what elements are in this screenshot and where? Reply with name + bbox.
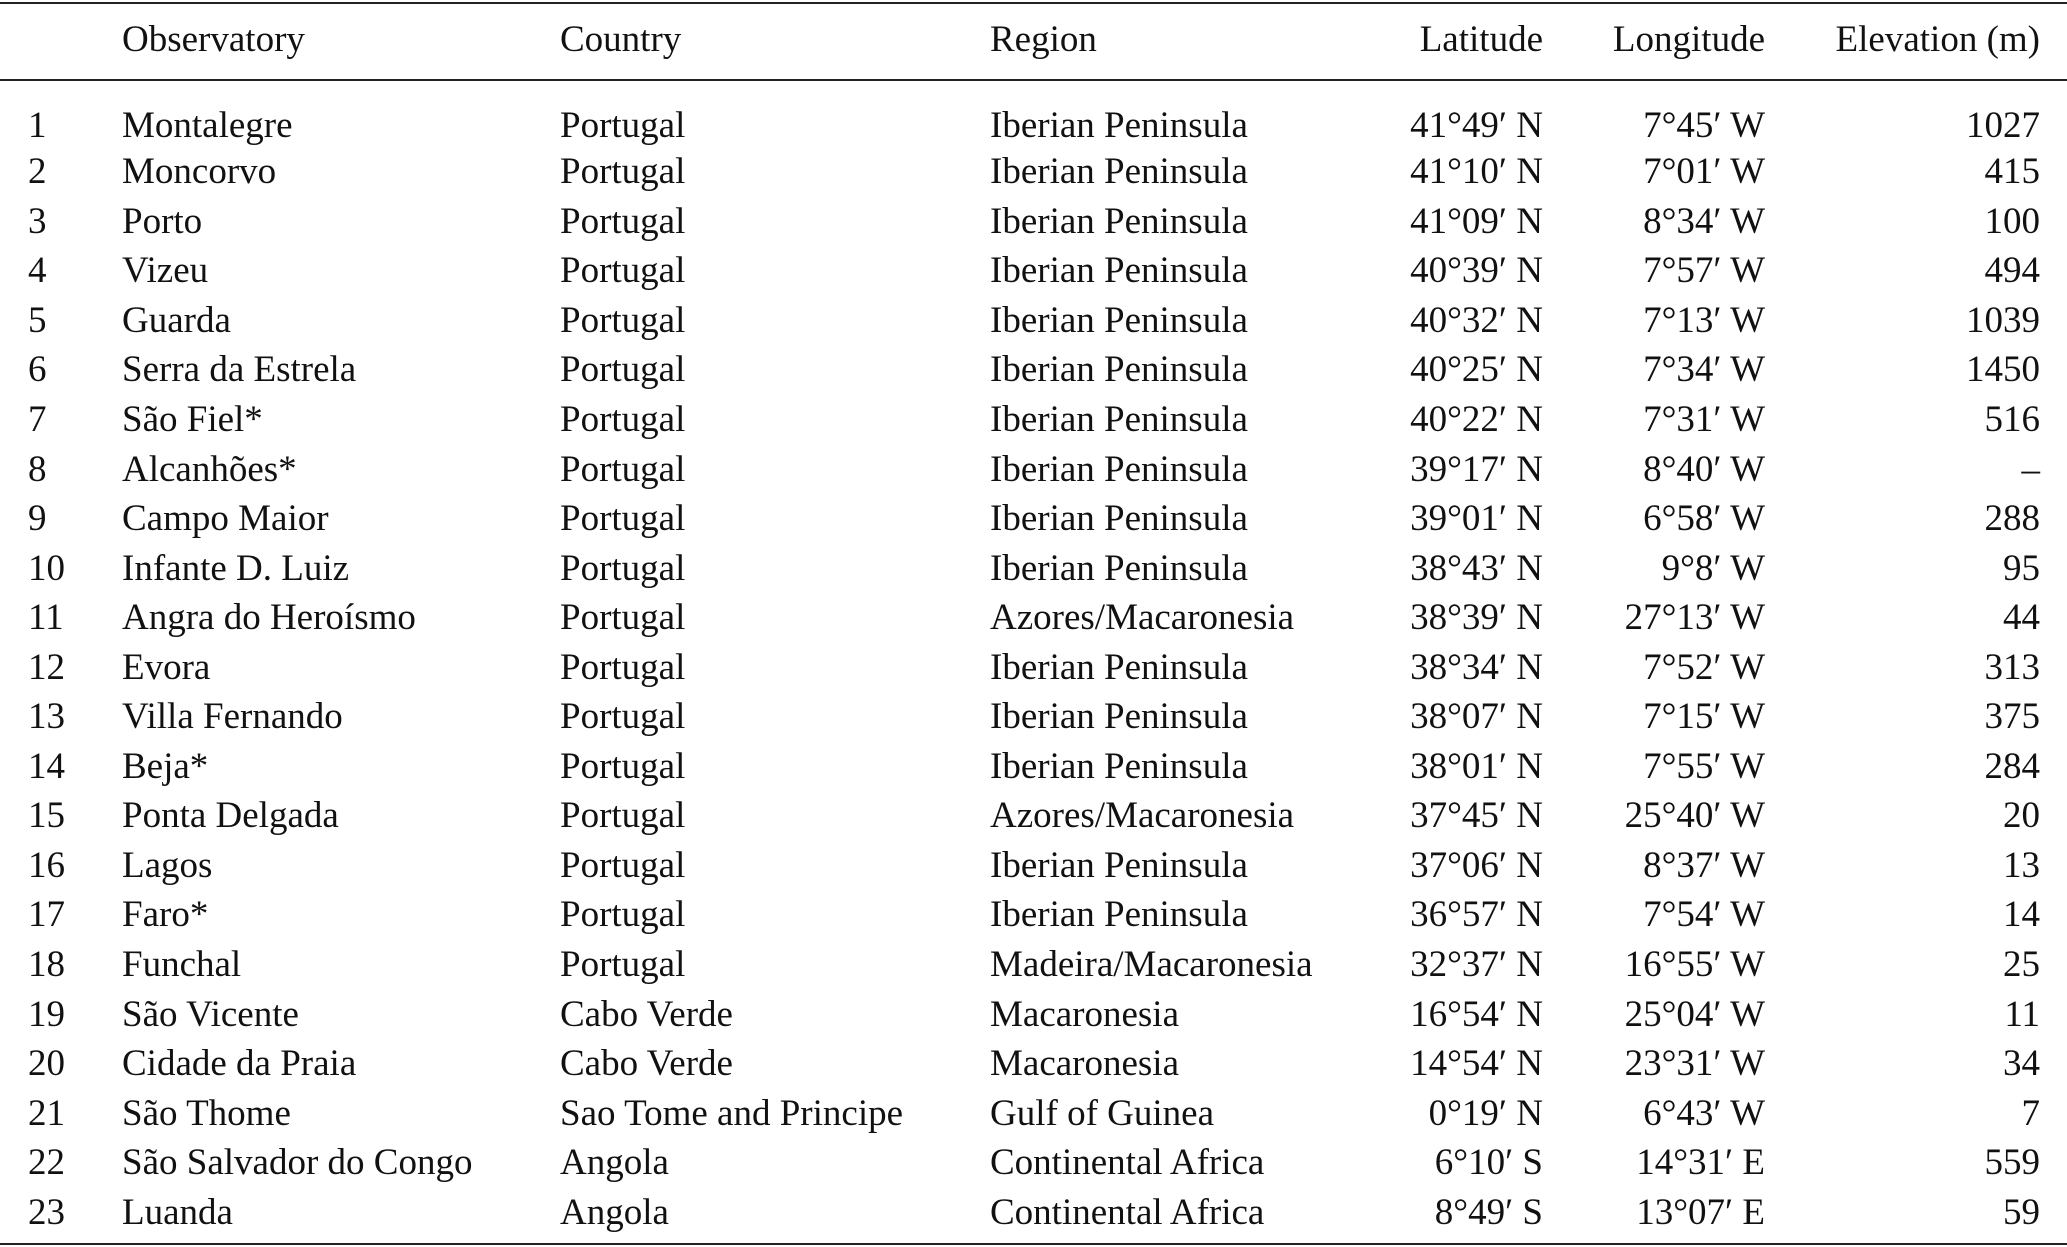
table-row xyxy=(0,345,2067,395)
longitude-cell: 27°13′ W xyxy=(1624,597,1765,639)
header-index xyxy=(0,0,122,78)
latitude-cell: 32°37′ N xyxy=(1410,944,1543,986)
observatory-cell: Guarda xyxy=(122,299,231,341)
header-observatory: Observatory xyxy=(122,18,305,60)
table-row xyxy=(0,543,2067,593)
region-cell: Iberian Peninsula xyxy=(990,894,1248,936)
elevation-cell: – xyxy=(2021,448,2040,490)
country-cell: Portugal xyxy=(560,399,686,440)
elevation-cell: 20 xyxy=(2003,795,2040,837)
observatory-cell: Serra da Estrela xyxy=(122,349,357,391)
region-cell: Azores/Macaronesia xyxy=(990,597,1295,639)
country-cell: Portugal xyxy=(560,250,686,292)
observatory-cell: Beja* xyxy=(122,745,209,787)
row-index: 9 xyxy=(28,498,47,540)
observatory-cell: Campo Maior xyxy=(122,498,329,540)
row-index: 23 xyxy=(28,1191,65,1233)
country-cell: Cabo Verde xyxy=(560,1043,733,1085)
region-cell: Iberian Peninsula xyxy=(990,399,1248,440)
elevation-cell: 494 xyxy=(1984,250,2040,292)
row-index: 12 xyxy=(28,646,65,688)
table-row xyxy=(0,444,2067,494)
elevation-cell: 284 xyxy=(1984,745,2040,787)
country-cell: Portugal xyxy=(560,349,686,391)
row-index: 20 xyxy=(28,1043,65,1085)
latitude-cell: 37°06′ N xyxy=(1410,844,1543,886)
header-latitude: Latitude xyxy=(1419,18,1543,60)
observatory-cell: Porto xyxy=(122,200,203,242)
table-row xyxy=(0,296,2067,346)
country-cell: Angola xyxy=(560,1142,669,1184)
longitude-cell: 14°31′ E xyxy=(1636,1142,1765,1184)
header-country: Country xyxy=(560,18,682,60)
latitude-cell: 37°45′ N xyxy=(1410,795,1543,837)
latitude-cell: 41°10′ N xyxy=(1410,151,1543,193)
longitude-cell: 25°04′ W xyxy=(1624,993,1765,1035)
table-row xyxy=(0,1088,2067,1138)
table-row xyxy=(0,841,2067,891)
longitude-cell: 7°57′ W xyxy=(1643,250,1765,292)
region-cell: Iberian Peninsula xyxy=(990,448,1248,490)
elevation-cell: 44 xyxy=(2003,597,2040,639)
row-index: 5 xyxy=(28,299,47,341)
latitude-cell: 38°39′ N xyxy=(1410,597,1543,639)
latitude-cell: 39°01′ N xyxy=(1410,498,1543,540)
longitude-cell: 7°31′ W xyxy=(1643,399,1765,440)
observatory-cell: Moncorvo xyxy=(122,151,277,193)
table-row xyxy=(0,246,2067,296)
latitude-cell: 41°49′ N xyxy=(1410,105,1543,146)
row-index: 14 xyxy=(28,745,65,787)
elevation-cell: 14 xyxy=(2003,894,2040,936)
table-row xyxy=(0,197,2067,247)
country-cell: Portugal xyxy=(560,448,686,490)
region-cell: Azores/Macaronesia xyxy=(990,795,1295,837)
latitude-cell: 8°49′ S xyxy=(1434,1191,1543,1233)
observatory-cell: São Fiel* xyxy=(122,399,263,440)
country-cell: Portugal xyxy=(560,547,686,589)
region-cell: Iberian Peninsula xyxy=(990,745,1248,787)
country-cell: Portugal xyxy=(560,105,686,146)
region-cell: Iberian Peninsula xyxy=(990,105,1248,146)
region-cell: Iberian Peninsula xyxy=(990,151,1248,193)
row-index: 3 xyxy=(28,200,47,242)
longitude-cell: 7°45′ W xyxy=(1643,105,1765,146)
longitude-cell: 8°37′ W xyxy=(1643,844,1765,886)
observatory-cell: Villa Fernando xyxy=(122,696,343,738)
observatory-cell: Vizeu xyxy=(122,250,209,292)
region-cell: Macaronesia xyxy=(990,993,1180,1035)
country-cell: Portugal xyxy=(560,844,686,886)
observatory-cell: São Vicente xyxy=(122,993,299,1035)
elevation-cell: 11 xyxy=(2004,993,2040,1035)
table-row xyxy=(0,989,2067,1039)
table-row xyxy=(0,692,2067,742)
row-index: 18 xyxy=(28,944,65,986)
observatory-cell: Faro* xyxy=(122,894,209,936)
longitude-cell: 7°54′ W xyxy=(1643,894,1765,936)
row-index: 15 xyxy=(28,795,65,837)
country-cell: Portugal xyxy=(560,597,686,639)
country-cell: Cabo Verde xyxy=(560,993,733,1035)
elevation-cell: 559 xyxy=(1984,1142,2040,1184)
row-index: 13 xyxy=(28,696,65,738)
longitude-cell: 7°52′ W xyxy=(1643,646,1765,688)
table-row xyxy=(0,78,2067,147)
table-row xyxy=(0,1039,2067,1089)
region-cell: Iberian Peninsula xyxy=(990,498,1248,540)
table-body xyxy=(0,78,2067,1237)
latitude-cell: 41°09′ N xyxy=(1410,200,1543,242)
country-cell: Sao Tome and Principe xyxy=(560,1092,904,1134)
country-cell: Portugal xyxy=(560,151,686,193)
longitude-cell: 7°34′ W xyxy=(1643,349,1765,391)
latitude-cell: 36°57′ N xyxy=(1410,894,1543,936)
longitude-cell: 9°8′ W xyxy=(1661,547,1765,589)
elevation-cell: 288 xyxy=(1984,498,2040,540)
longitude-cell: 8°34′ W xyxy=(1643,200,1765,242)
observatory-cell: Evora xyxy=(122,646,211,688)
country-cell: Portugal xyxy=(560,299,686,341)
region-cell: Continental Africa xyxy=(990,1142,1265,1184)
row-index: 11 xyxy=(28,597,64,639)
latitude-cell: 38°01′ N xyxy=(1410,745,1543,787)
elevation-cell: 1450 xyxy=(1966,349,2040,391)
region-cell: Macaronesia xyxy=(990,1043,1180,1085)
observatory-cell: Cidade da Praia xyxy=(122,1043,357,1085)
country-cell: Portugal xyxy=(560,795,686,837)
table-row xyxy=(0,1138,2067,1188)
country-cell: Portugal xyxy=(560,745,686,787)
country-cell: Portugal xyxy=(560,498,686,540)
country-cell: Portugal xyxy=(560,200,686,242)
elevation-cell: 100 xyxy=(1984,200,2040,242)
observatory-cell: Luanda xyxy=(122,1191,233,1233)
country-cell: Portugal xyxy=(560,696,686,738)
elevation-cell: 7 xyxy=(2021,1092,2040,1134)
region-cell: Iberian Peninsula xyxy=(990,200,1248,242)
region-cell: Iberian Peninsula xyxy=(990,646,1248,688)
country-cell: Portugal xyxy=(560,944,686,986)
table-row xyxy=(0,1187,2067,1237)
country-cell: Portugal xyxy=(560,894,686,936)
region-cell: Continental Africa xyxy=(990,1191,1265,1233)
region-cell: Iberian Peninsula xyxy=(990,349,1248,391)
observatory-cell: Funchal xyxy=(122,944,242,986)
table-row xyxy=(0,642,2067,692)
longitude-cell: 7°01′ W xyxy=(1643,151,1765,193)
observatory-cell: Ponta Delgada xyxy=(122,795,339,837)
bottom-rule xyxy=(0,1243,2067,1245)
longitude-cell: 7°13′ W xyxy=(1643,299,1765,341)
elevation-cell: 95 xyxy=(2003,547,2040,589)
observatory-cell: São Thome xyxy=(122,1092,291,1134)
region-cell: Iberian Peninsula xyxy=(990,299,1248,341)
row-index: 1 xyxy=(28,105,47,146)
elevation-cell: 13 xyxy=(2003,844,2040,886)
latitude-cell: 38°34′ N xyxy=(1410,646,1543,688)
observatory-cell: Angra do Heroísmo xyxy=(122,597,416,639)
row-index: 10 xyxy=(28,547,65,589)
elevation-cell: 313 xyxy=(1984,646,2040,688)
latitude-cell: 40°22′ N xyxy=(1410,399,1543,440)
latitude-cell: 0°19′ N xyxy=(1428,1092,1543,1134)
elevation-cell: 34 xyxy=(2003,1043,2040,1085)
longitude-cell: 7°15′ W xyxy=(1643,696,1765,738)
header-region: Region xyxy=(990,18,1097,60)
observatory-cell: Lagos xyxy=(122,844,213,886)
header-longitude: Longitude xyxy=(1612,18,1765,60)
table-row xyxy=(0,147,2067,197)
longitude-cell: 13°07′ E xyxy=(1636,1191,1765,1233)
longitude-cell: 23°31′ W xyxy=(1624,1043,1765,1085)
row-index: 4 xyxy=(28,250,47,292)
longitude-cell: 6°58′ W xyxy=(1643,498,1765,540)
table-row xyxy=(0,593,2067,643)
latitude-cell: 6°10′ S xyxy=(1434,1142,1543,1184)
row-index: 22 xyxy=(28,1142,65,1184)
elevation-cell: 516 xyxy=(1984,399,2040,440)
row-index: 17 xyxy=(28,894,65,936)
latitude-cell: 40°32′ N xyxy=(1410,299,1543,341)
row-index: 7 xyxy=(28,399,47,440)
elevation-cell: 1027 xyxy=(1966,105,2040,146)
region-cell: Madeira/Macaronesia xyxy=(990,944,1313,986)
latitude-cell: 38°43′ N xyxy=(1410,547,1543,589)
longitude-cell: 7°55′ W xyxy=(1643,745,1765,787)
longitude-cell: 8°40′ W xyxy=(1643,448,1765,490)
latitude-cell: 38°07′ N xyxy=(1410,696,1543,738)
observatory-cell: Montalegre xyxy=(122,105,293,146)
row-index: 2 xyxy=(28,151,47,193)
region-cell: Iberian Peninsula xyxy=(990,547,1248,589)
region-cell: Gulf of Guinea xyxy=(990,1092,1214,1134)
observatory-cell: São Salvador do Congo xyxy=(122,1142,473,1184)
latitude-cell: 40°25′ N xyxy=(1410,349,1543,391)
elevation-cell: 59 xyxy=(2003,1191,2040,1233)
region-cell: Iberian Peninsula xyxy=(990,696,1248,738)
longitude-cell: 6°43′ W xyxy=(1643,1092,1765,1134)
header-elevation: Elevation (m) xyxy=(1835,18,2040,60)
table-row xyxy=(0,890,2067,940)
region-cell: Iberian Peninsula xyxy=(990,250,1248,292)
table-row xyxy=(0,742,2067,792)
latitude-cell: 16°54′ N xyxy=(1410,993,1543,1035)
row-index: 21 xyxy=(28,1092,65,1134)
longitude-cell: 25°40′ W xyxy=(1624,795,1765,837)
elevation-cell: 375 xyxy=(1984,696,2040,738)
longitude-cell: 16°55′ W xyxy=(1624,944,1765,986)
table-row xyxy=(0,395,2067,445)
country-cell: Portugal xyxy=(560,646,686,688)
region-cell: Iberian Peninsula xyxy=(990,844,1248,886)
row-index: 19 xyxy=(28,993,65,1035)
row-index: 16 xyxy=(28,844,65,886)
table-row xyxy=(0,940,2067,990)
table-header-row xyxy=(0,0,2067,78)
country-cell: Angola xyxy=(560,1191,669,1233)
latitude-cell: 39°17′ N xyxy=(1410,448,1543,490)
observatory-cell: Alcanhões* xyxy=(122,448,297,490)
latitude-cell: 14°54′ N xyxy=(1410,1043,1543,1085)
elevation-cell: 415 xyxy=(1984,151,2040,193)
table-row xyxy=(0,791,2067,841)
latitude-cell: 40°39′ N xyxy=(1410,250,1543,292)
elevation-cell: 1039 xyxy=(1966,299,2040,341)
row-index: 6 xyxy=(28,349,47,391)
observatory-cell: Infante D. Luiz xyxy=(122,547,350,589)
table-row xyxy=(0,494,2067,544)
row-index: 8 xyxy=(28,448,47,490)
elevation-cell: 25 xyxy=(2003,944,2040,986)
